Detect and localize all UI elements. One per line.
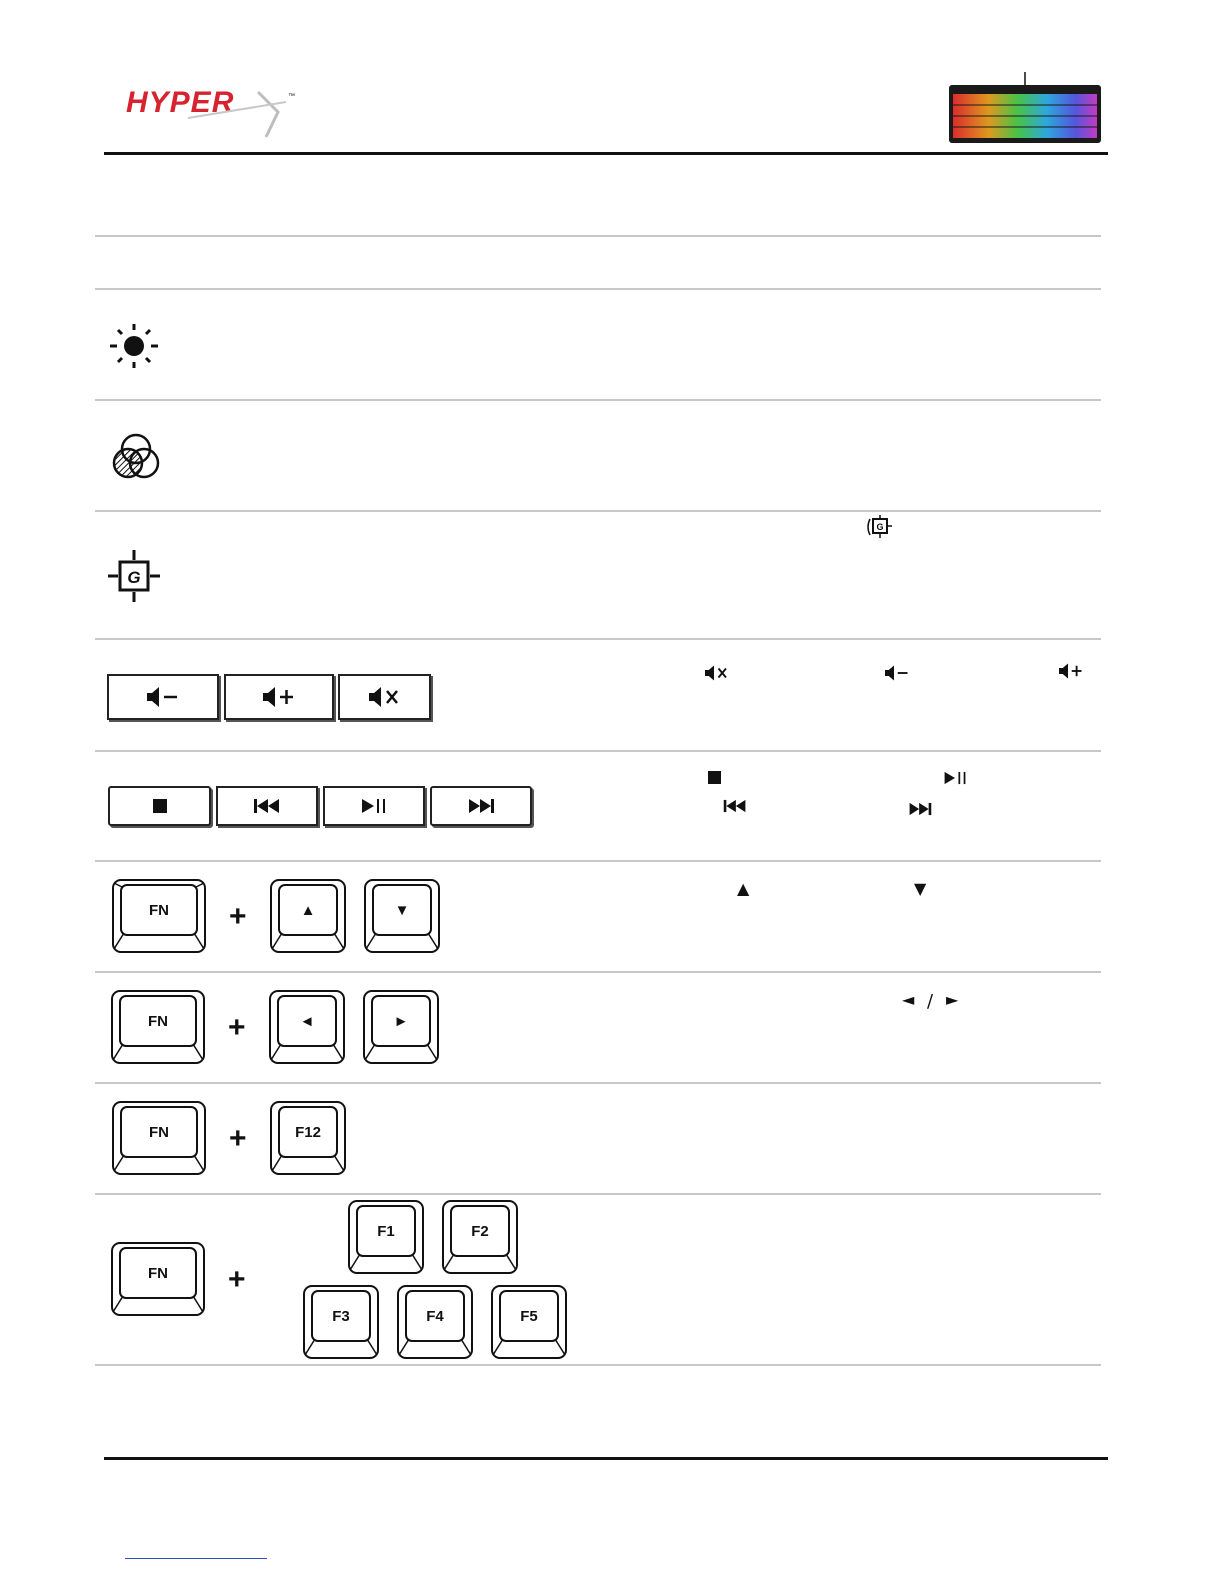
volume-keys: [107, 674, 431, 720]
previous-track-inline-icon: [722, 798, 748, 819]
volume-down-key[interactable]: [107, 674, 219, 720]
plus-sign: +: [229, 900, 247, 933]
table-rule: [95, 971, 1101, 973]
f1-key-label: F1: [377, 1222, 395, 1240]
table-rule: [95, 1082, 1101, 1084]
table-rule: [95, 1364, 1101, 1366]
play-pause-icon: [359, 797, 389, 815]
media-keys: [108, 786, 532, 826]
right-inline-icon: ►: [946, 990, 959, 1009]
f12-key[interactable]: [270, 1101, 346, 1175]
plus-sign: +: [229, 1122, 247, 1155]
keyboard-product-image: [948, 72, 1102, 151]
f2-key[interactable]: [442, 1200, 518, 1274]
f5-key-label: F5: [520, 1307, 538, 1325]
f3-key-label: F3: [332, 1307, 350, 1325]
svg-text:G: G: [127, 568, 141, 587]
svg-text:G: G: [876, 522, 884, 532]
color-mode-icon: [108, 432, 164, 487]
fn-key-label: FN: [148, 1012, 168, 1030]
play-pause-inline-icon: [942, 770, 968, 791]
game-mode-icon: [108, 550, 160, 607]
table-rule: [95, 750, 1101, 752]
slash-text: /: [927, 991, 934, 1012]
table-rule: [95, 1193, 1101, 1195]
table-rule: [95, 288, 1101, 290]
f3-key[interactable]: [303, 1285, 379, 1359]
header-rule: [104, 152, 1108, 155]
svg-text:™: ™: [288, 93, 295, 100]
brightness-icon: [108, 322, 160, 375]
fn-key[interactable]: [111, 990, 205, 1064]
volume-up-icon: [259, 686, 299, 708]
volume-up-inline-icon: [1056, 662, 1086, 685]
fn-key[interactable]: [111, 1242, 205, 1316]
plus-sign: +: [228, 1263, 246, 1296]
mute-inline-icon: [702, 664, 732, 687]
arrow-down-icon: ▼: [394, 901, 410, 919]
fn-key-label: FN: [148, 1264, 168, 1282]
volume-up-key[interactable]: [224, 674, 334, 720]
table-rule: [95, 235, 1101, 237]
arrow-left-key[interactable]: [269, 990, 345, 1064]
f1-key[interactable]: [348, 1200, 424, 1274]
next-track-inline-icon: [907, 801, 933, 822]
arrow-up-icon: ▲: [300, 901, 316, 919]
f2-key-label: F2: [471, 1222, 489, 1240]
arrow-up-key[interactable]: [270, 879, 346, 953]
table-rule: [95, 638, 1101, 640]
stop-key[interactable]: [108, 786, 211, 826]
hyperx-logo: [118, 82, 308, 147]
previous-track-key[interactable]: [216, 786, 318, 826]
f12-key-label: F12: [295, 1123, 321, 1141]
mute-icon: [365, 686, 405, 708]
stop-inline-icon: [708, 771, 722, 790]
footer-rule: [104, 1457, 1108, 1460]
down-inline-icon: ▼: [914, 879, 927, 898]
arrow-right-key[interactable]: [363, 990, 439, 1064]
fn-key-label: FN: [149, 901, 169, 919]
f5-key[interactable]: [491, 1285, 567, 1359]
table-rule: [95, 510, 1101, 512]
table-rule: [95, 860, 1101, 862]
fn-key[interactable]: [112, 1101, 206, 1175]
left-inline-icon: ◄: [902, 990, 915, 1009]
volume-down-inline-icon: [882, 664, 912, 687]
play-pause-key[interactable]: [323, 786, 425, 826]
table-rule: [95, 399, 1101, 401]
mute-key[interactable]: [338, 674, 431, 720]
next-track-icon: [466, 797, 496, 815]
next-track-key[interactable]: [430, 786, 532, 826]
plus-sign: +: [228, 1011, 246, 1044]
svg-text:HYPER: HYPER: [126, 86, 235, 119]
stop-icon: [150, 796, 170, 816]
fn-key[interactable]: [112, 879, 206, 953]
previous-track-icon: [252, 797, 282, 815]
arrow-right-icon: ►: [393, 1012, 409, 1030]
arrow-down-key[interactable]: [364, 879, 440, 953]
footer-link-underline[interactable]: [125, 1558, 267, 1559]
f4-key-label: F4: [426, 1307, 444, 1325]
up-inline-icon: ▲: [737, 879, 750, 898]
arrow-left-icon: ◄: [299, 1012, 315, 1030]
volume-down-icon: [143, 686, 183, 708]
fn-key-label: FN: [149, 1123, 169, 1141]
game-mode-inline-icon: [865, 514, 893, 545]
f4-key[interactable]: [397, 1285, 473, 1359]
